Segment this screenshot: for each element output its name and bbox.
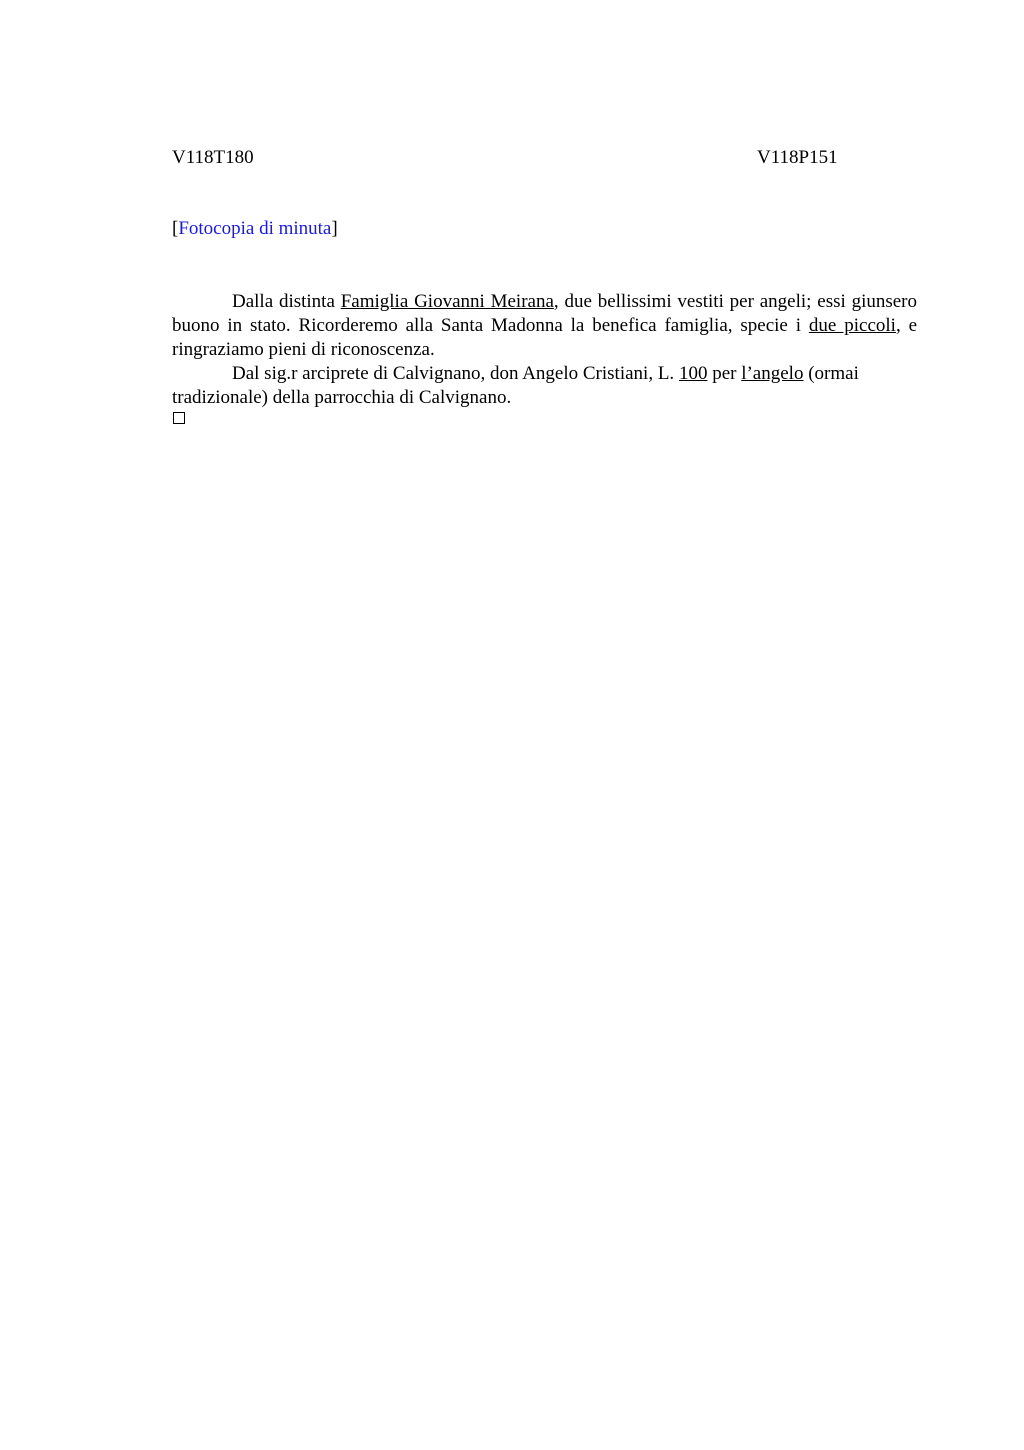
underlined-text-run: l’angelo <box>741 363 804 384</box>
source-note-link[interactable]: Fotocopia di minuta <box>178 218 332 239</box>
text-run: per <box>707 363 742 384</box>
underlined-text-run: due piccoli <box>808 315 896 336</box>
close-bracket: ] <box>331 218 338 239</box>
document-code-left: V118T180 <box>172 147 254 168</box>
checkbox-square-icon <box>173 412 185 424</box>
paragraph-2 <box>172 362 917 410</box>
underlined-text-run: Famiglia Giovanni Meirana <box>340 291 554 312</box>
text-run: , due bellissimi vestiti per angeli; essi giunsero buono in stato. Ricorderemo alla Santa Madonna la benefica famiglia, specie i <box>172 291 917 336</box>
open-bracket: [ <box>172 218 179 239</box>
document-code-right: V118P151 <box>757 147 838 168</box>
text-run: Dal sig.r arciprete di Calvignano, don Angelo Cristiani, L. <box>232 363 679 384</box>
letter-body <box>172 290 917 410</box>
source-note <box>172 218 338 240</box>
paragraph-1 <box>172 290 917 362</box>
text-run: (ormai tradizionale) della parrocchia di Calvignano. <box>172 363 859 408</box>
text-run: , e ringraziamo pieni di riconoscenza. <box>172 315 918 360</box>
text-run: Dalla distinta <box>232 291 341 312</box>
underlined-text-run: 100 <box>678 363 708 384</box>
